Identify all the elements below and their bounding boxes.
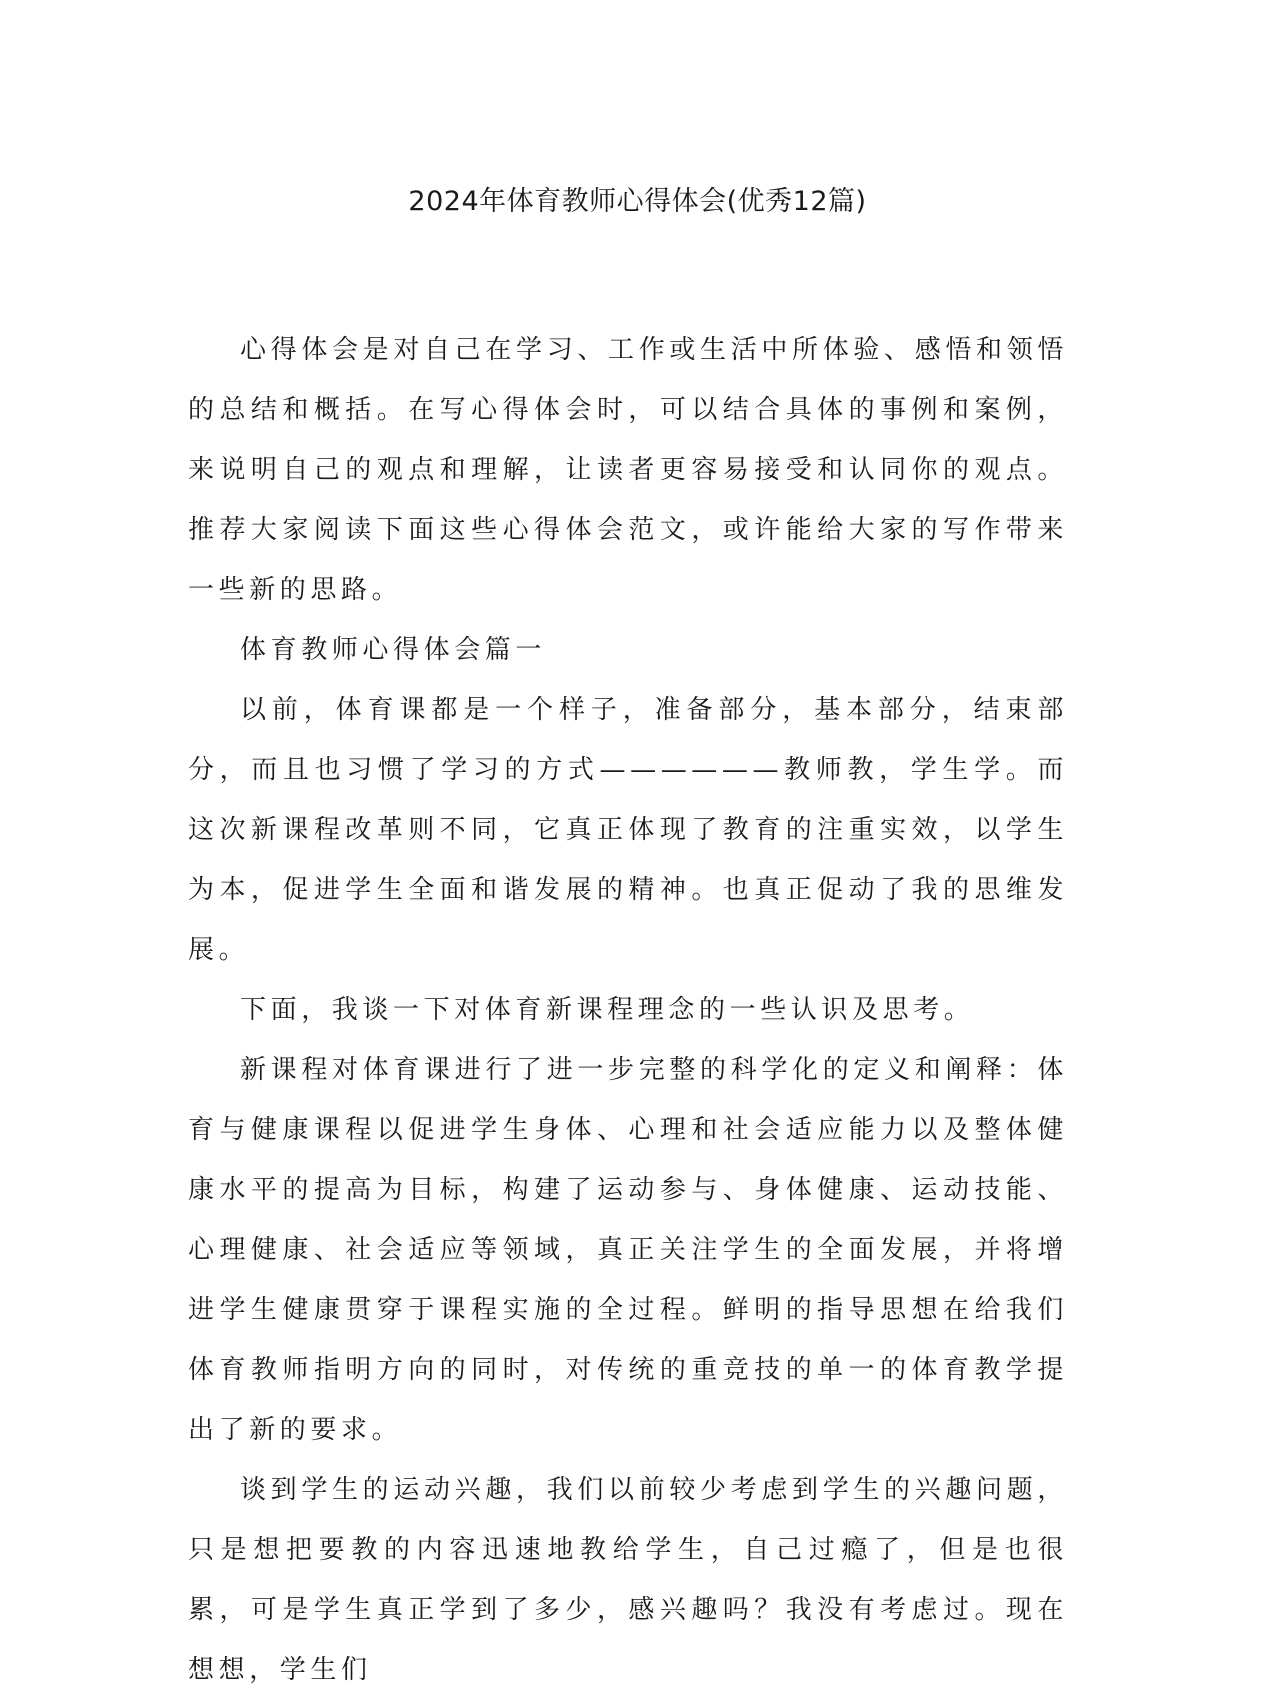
body-paragraph: 谈到学生的运动兴趣，我们以前较少考虑到学生的兴趣问题，只是想把要教的内容迅速地教给学生，自己过瘾了，但是也很累，可是学生真正学到了多少，感兴趣吗？我没有考虑过。现在想想，学生们 [188, 1475, 1068, 1685]
body-paragraph: 新课程对体育课进行了进一步完整的科学化的定义和阐释：体育与健康课程以促进学生身体、心理和社会适应能力以及整体健康水平的提高为目标，构建了运动参与、身体健康、运动技能、心理健康、社会适应等领域，真正关注学生的全面发展，并将增进学生健康贯穿于课程实施的全过程。鲜明的指导思想在给我们体育教师指明方向的同时，对传统的重竞技的单一的体育教学提出了新的要求。 [188, 1055, 1068, 1445]
body-paragraph: 以前，体育课都是一个样子，准备部分，基本部分，结束部分，而且也习惯了学习的方式——————教师教，学生学。而这次新课程改革则不同，它真正体现了教育的注重实效，以学生为本，促进学生全面和谐发展的精神。也真正促动了我的思维发展。 [188, 695, 1068, 965]
document-title: 2024年体育教师心得体会(优秀12篇) [408, 186, 867, 217]
section-heading: 体育教师心得体会篇一 [240, 635, 547, 665]
document-body [188, 320, 1068, 1700]
intro-paragraph: 心得体会是对自己在学习、工作或生活中所体验、感悟和领悟的总结和概括。在写心得体会时，可以结合具体的事例和案例，来说明自己的观点和理解，让读者更容易接受和认同你的观点。推荐大家阅读下面这些心得体会范文，或许能给大家的写作带来一些新的思路。 [188, 335, 1068, 605]
body-paragraph: 下面，我谈一下对体育新课程理念的一些认识及思考。 [240, 995, 975, 1025]
